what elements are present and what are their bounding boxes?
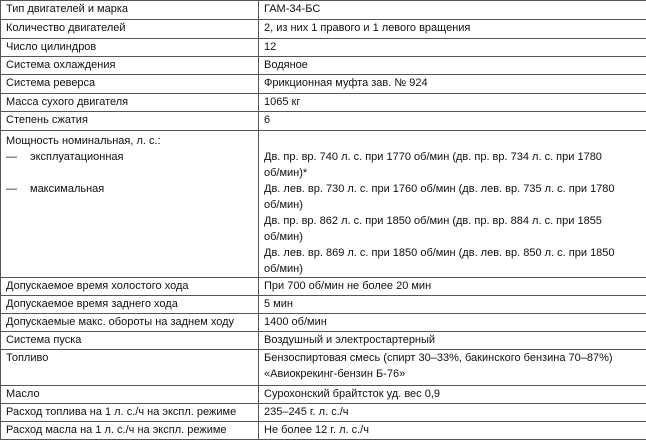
operational-label-line (6, 149, 253, 165)
power-line: об/мин)* (264, 165, 641, 181)
table-row (1, 20, 646, 39)
power-line: Дв. пр. вр. 862 л. с. при 1850 об/мин (дв. пр. вр. 884 л. с. при 1855 (264, 213, 641, 229)
table-row (1, 422, 646, 440)
row-label: Расход масла на 1 л. с./ч на экспл. режиме (1, 422, 259, 440)
power-values (259, 131, 646, 278)
power-label: Мощность номинальная, л. с.: (6, 133, 253, 149)
row-label: Система реверса (1, 75, 259, 94)
fuel-value (259, 350, 646, 386)
table-row (1, 314, 646, 332)
fuel-line: Бензоспиртовая смесь (спирт 30–33%, бакинского бензина 70–87%) (264, 350, 641, 366)
row-value: 1400 об/мин (259, 314, 646, 332)
power-line: об/мин) (264, 229, 641, 245)
row-label: Степень сжатия (1, 112, 259, 131)
fuel-line: «Авиокрекинг-бензин Б-76» (264, 366, 641, 382)
row-label: Масса сухого двигателя (1, 94, 259, 112)
row-value: Водяное (259, 57, 646, 75)
row-value: 12 (259, 39, 646, 57)
row-label: Тип двигателей и марка (1, 1, 259, 20)
power-line: Дв. лев. вр. 869 л. с. при 1850 об/мин (дв. лев. вр. 850 л. с. при 1850 (264, 245, 641, 261)
power-row (1, 131, 646, 278)
row-value: 235–245 г. л. с./ч (259, 404, 646, 422)
power-line: об/мин) (264, 261, 641, 277)
table-row (1, 1, 646, 20)
power-labels (1, 131, 259, 278)
row-value: 5 мин (259, 296, 646, 314)
row-value: 2, из них 1 правого и 1 левого вращения (259, 20, 646, 39)
table-row (1, 386, 646, 404)
table-row (1, 57, 646, 75)
operational-label: эксплуатационная (30, 151, 124, 163)
table-row (1, 94, 646, 112)
maximum-label: максимальная (30, 183, 104, 195)
row-value: Сурохонский брайтсток уд. вес 0,9 (259, 386, 646, 404)
power-line: Дв. пр. вр. 740 л. с. при 1770 об/мин (дв. пр. вр. 734 л. с. при 1780 (264, 149, 641, 165)
row-value: 6 (259, 112, 646, 131)
table-row (1, 112, 646, 131)
row-value: Не более 12 г. л. с./ч (259, 422, 646, 440)
dash: — (6, 149, 30, 165)
row-label: Топливо (1, 350, 259, 386)
table-row (1, 404, 646, 422)
table-row (1, 332, 646, 350)
maximum-label-line (6, 181, 253, 197)
row-label: Система охлаждения (1, 57, 259, 75)
row-label: Расход топлива на 1 л. с./ч на экспл. режиме (1, 404, 259, 422)
row-label: Число цилиндров (1, 39, 259, 57)
table-row (1, 39, 646, 57)
row-label: Допускаемое время холостого хода (1, 278, 259, 296)
row-label: Количество двигателей (1, 20, 259, 39)
table-row (1, 278, 646, 296)
row-label: Система пуска (1, 332, 259, 350)
row-label: Масло (1, 386, 259, 404)
row-value: ГАМ-34-БС (259, 1, 646, 20)
power-line: Дв. лев. вр. 730 л. с. при 1760 об/мин (дв. лев. вр. 735 л. с. при 1780 (264, 181, 641, 197)
row-label: Допускаемые макс. обороты на заднем ходу (1, 314, 259, 332)
row-value: 1065 кг (259, 94, 646, 112)
power-line: об/мин) (264, 197, 641, 213)
fuel-row (1, 350, 646, 386)
dash: — (6, 181, 30, 197)
row-value: При 700 об/мин не более 20 мин (259, 278, 646, 296)
row-value: Воздушный и электростартерный (259, 332, 646, 350)
row-label: Допускаемое время заднего хода (1, 296, 259, 314)
row-value: Фрикционная муфта зав. № 924 (259, 75, 646, 94)
table-row (1, 75, 646, 94)
table-row (1, 296, 646, 314)
